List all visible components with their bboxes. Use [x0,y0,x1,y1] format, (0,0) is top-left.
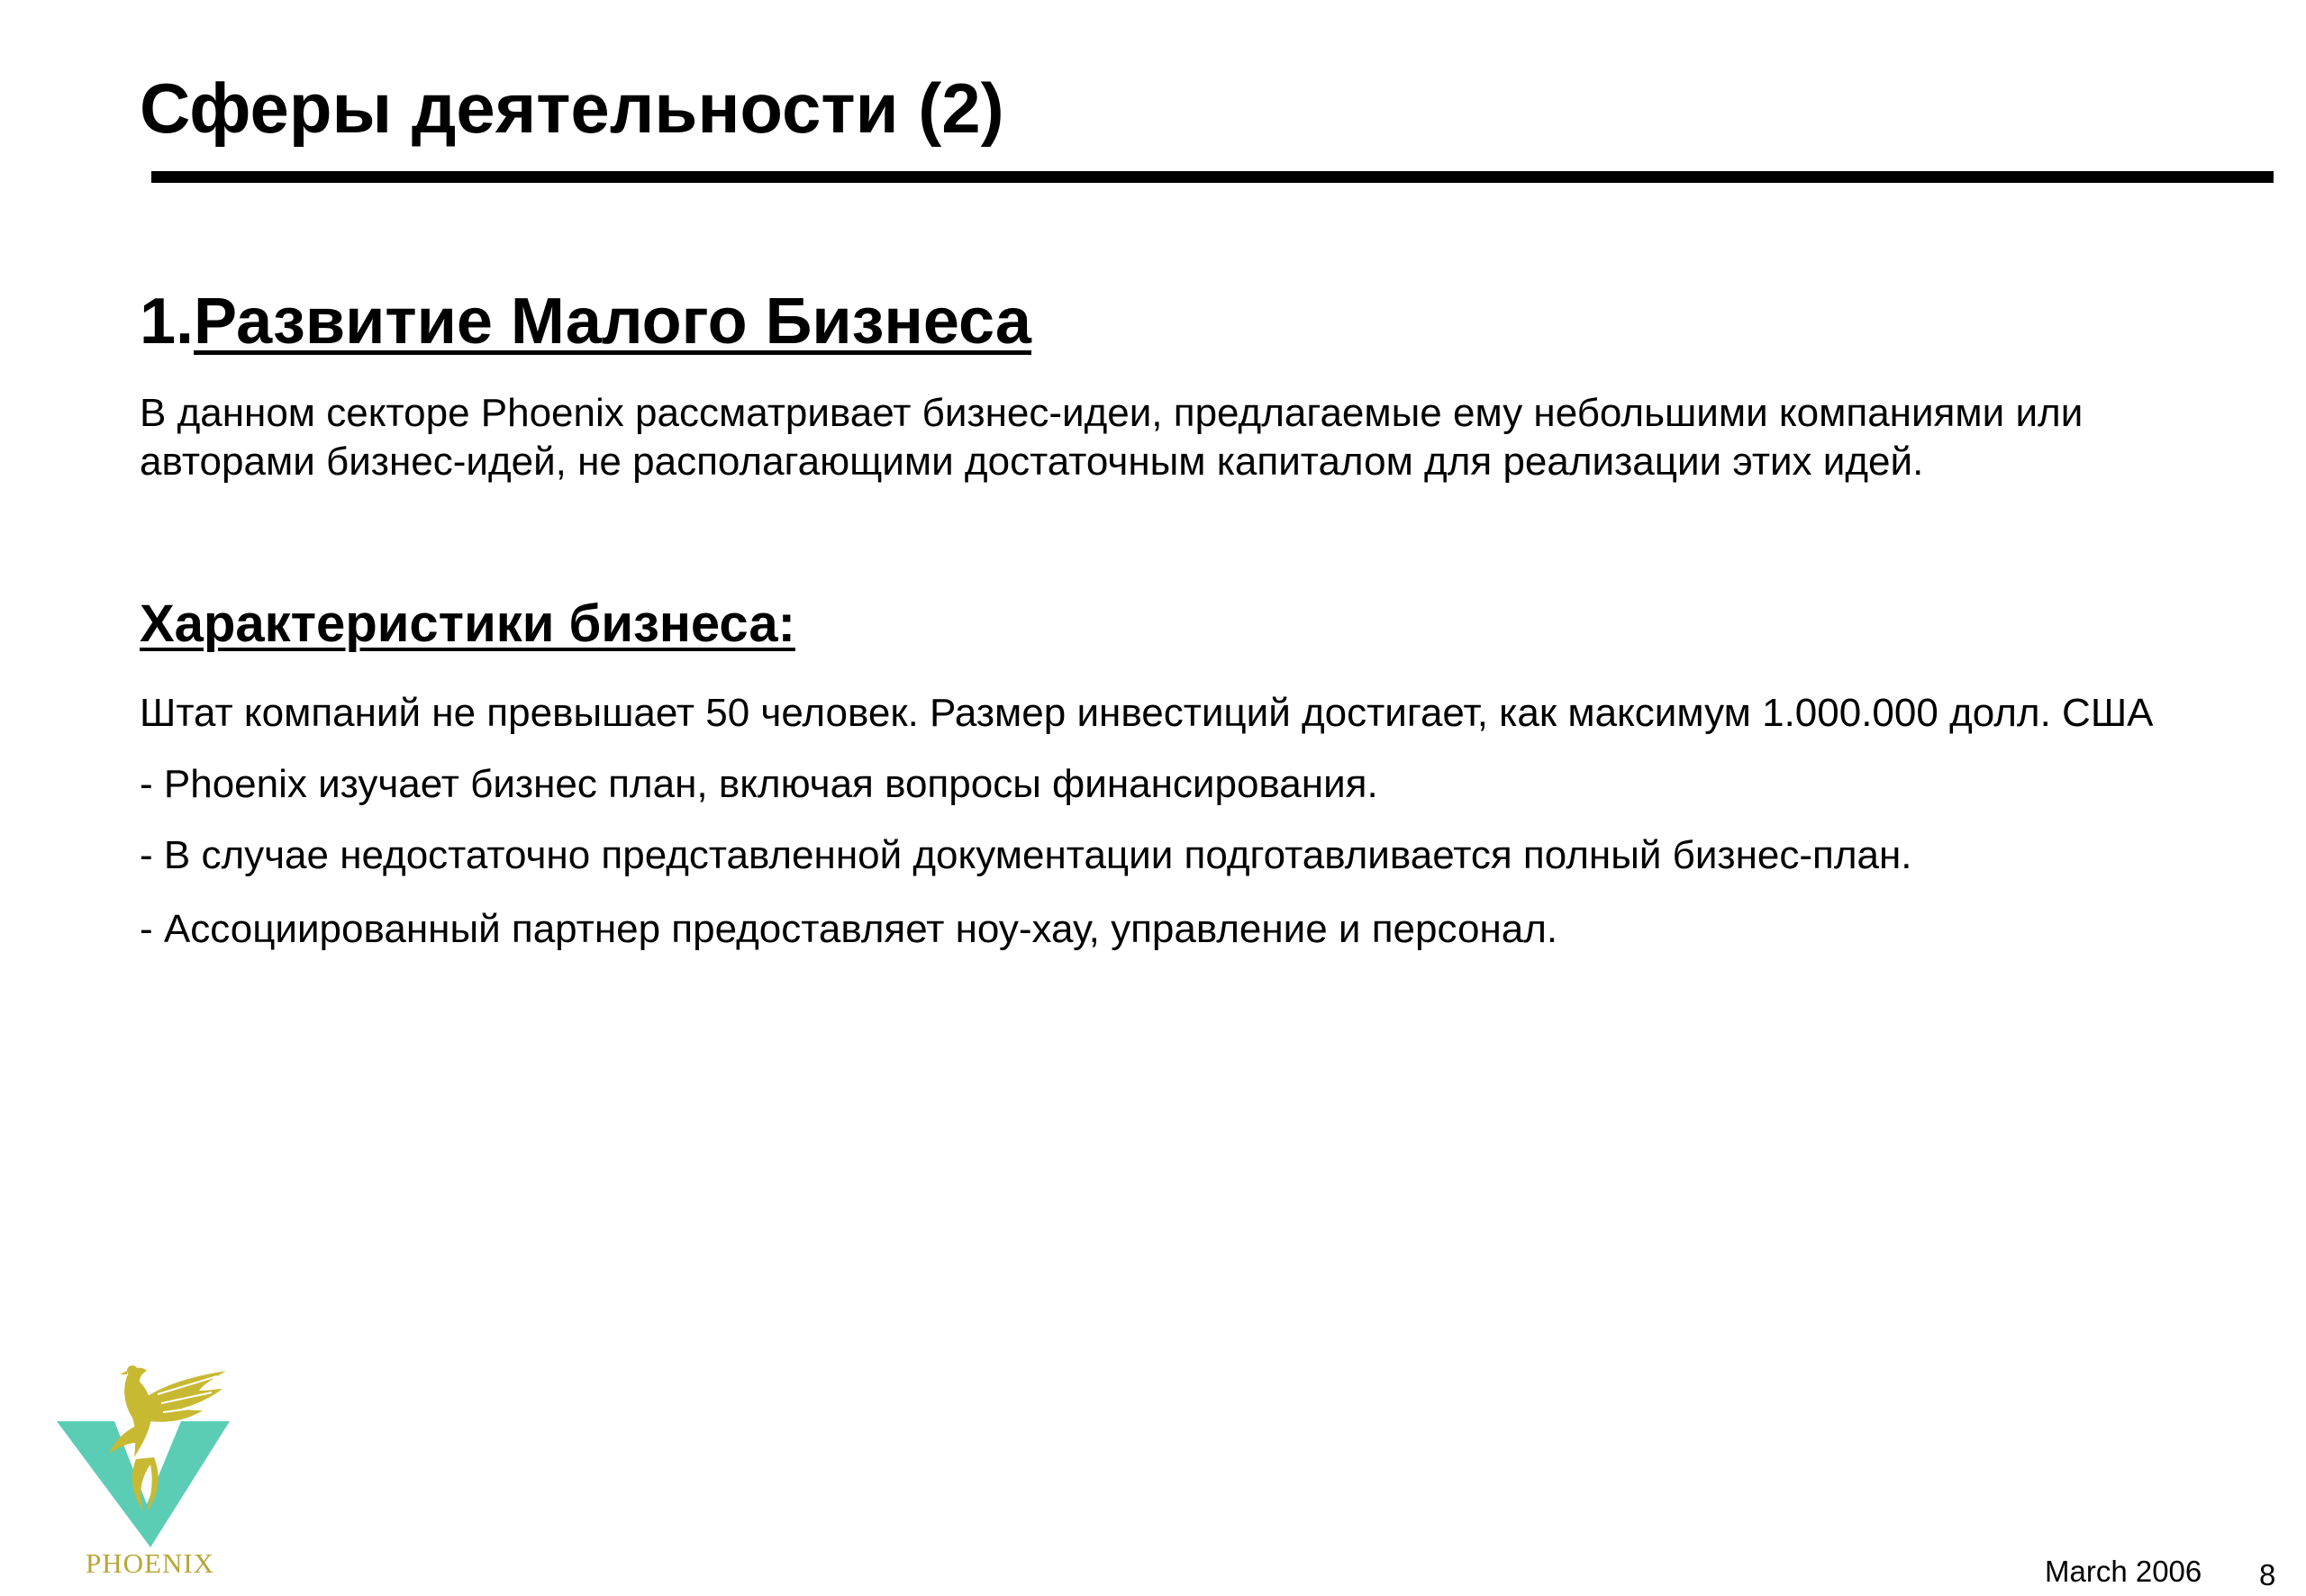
characteristic-item: - Phoenix изучает бизнес план, включая вопросы финансирования. [140,762,1378,806]
section-title: Развитие Малого Бизнеса [194,286,1031,358]
characteristic-item: - Ассоциированный партнер предоставляет ноу-хау, управление и персонал. [140,907,1558,951]
page-number: 8 [2259,1558,2276,1591]
characteristic-item: - В случае недостаточно представленной документации подготавливается полный бизнес-план. [140,833,1912,877]
slide-title: Сферы деятельности (2) [140,68,1004,148]
section-heading [140,286,1031,358]
intro-paragraph: В данном секторе Phoenix рассматривает бизнес-идеи, предлагаемые ему небольшими компаниями или авторами бизнес-идей, не располагающими достаточным капиталом для реализации этих идей. [140,391,2084,484]
section-number: 1. [140,286,195,358]
logo-text: PHOENIX [86,1547,215,1579]
characteristic-item: Штат компаний не превышает 50 человек. Размер инвестиций достигает, как максимум 1.000.000 долл. США [140,691,2154,735]
footer-date: March 2006 [2045,1555,2202,1588]
characteristics-heading: Характеристики бизнеса: [140,594,795,653]
title-divider [151,171,2274,183]
